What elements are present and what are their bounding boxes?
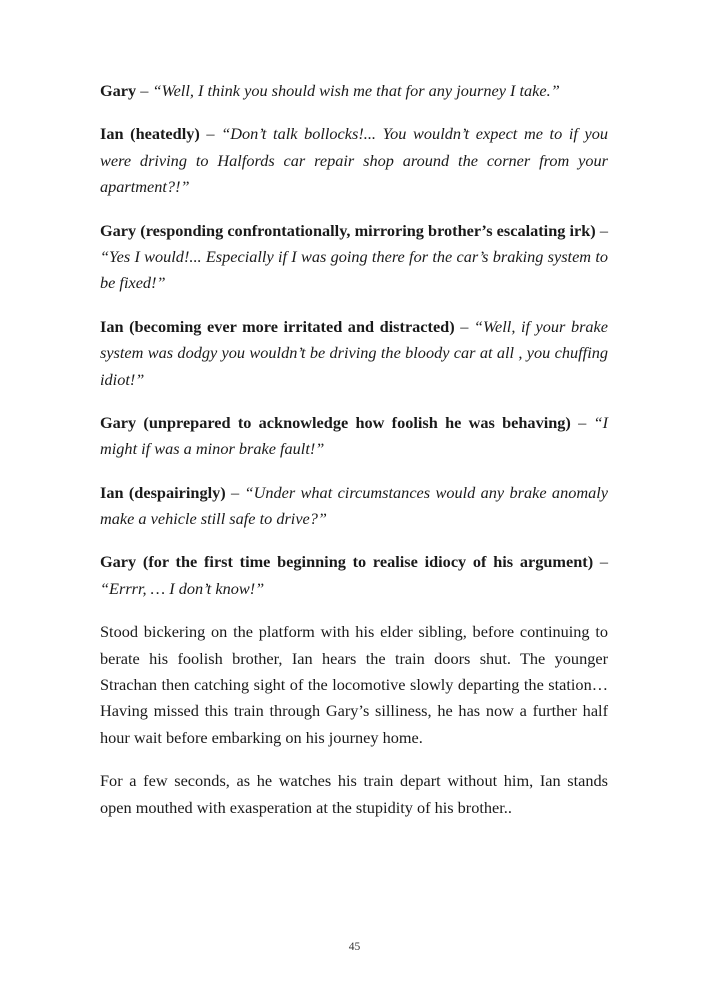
speaker-dash: – (454, 316, 474, 336)
dialogue-paragraph (100, 549, 608, 602)
speaker-dash: – (199, 124, 222, 144)
speaker-name: Gary (responding confrontationally, mirroring brother’s escalating irk) (100, 220, 596, 240)
dialogue-paragraph (100, 480, 608, 533)
narration-paragraph: For a few seconds, as he watches his train depart without him, Ian stands open mouthed with exasperation at the stupidity of his brother.. (100, 771, 608, 817)
dialogue-text: “Under what circumstances would any brake anomaly make a vehicle still safe to drive?” (100, 482, 608, 529)
dialogue-text: “Yes I would!... Especially if I was going there for the car’s braking system to be fixed!” (100, 246, 608, 293)
speaker-name: Gary (unprepared to acknowledge how foolish he was behaving) (100, 412, 571, 432)
dialogue-paragraph (100, 314, 608, 393)
dialogue-text: “Errrr, … I don’t know!” (100, 578, 265, 598)
dialogue-paragraph (100, 410, 608, 463)
speaker-dash: – (136, 81, 153, 100)
speaker-dash: – (225, 482, 245, 502)
speaker-name: Gary (100, 81, 137, 100)
narration-paragraph: Stood bickering on the platform with his elder sibling, before continuing to berate his foolish brother, Ian hears the train doors shut. The younger Strachan then catching sight of the locomotive slowly departing the station… Having missed this train through Gary’s silliness, he has now a further half hour wait before embarking on his journey home. (100, 622, 608, 747)
speaker-name: Ian (despairingly) (100, 482, 226, 502)
dialogue-text: “Well, I think you should wish me that for any journey I take.” (152, 81, 560, 100)
speaker-dash: – (570, 412, 594, 432)
speaker-name: Ian (heatedly) (100, 124, 200, 144)
dialogue-text: “I might if was a minor brake fault!” (100, 412, 608, 459)
dialogue-text: “Don’t talk bollocks!... You wouldn’t expect me to if you were driving to Halfords car repair shop around the corner from your apartment?!” (100, 124, 609, 197)
page-body (100, 78, 608, 821)
dialogue-paragraph (100, 121, 608, 200)
speaker-dash: – (595, 220, 608, 240)
dialogue-paragraph (100, 218, 608, 297)
page-number: 45 (348, 941, 361, 953)
speaker-name: Ian (becoming ever more irritated and distracted) (100, 316, 455, 336)
speaker-name: Gary (for the first time beginning to realise idiocy of his argument) (100, 552, 594, 572)
speaker-dash: – (593, 552, 608, 572)
dialogue-text: “Well, if your brake system was dodgy you wouldn’t be driving the bloody car at all , you chuffing idiot!” (100, 316, 609, 389)
dialogue-paragraph (100, 78, 608, 104)
